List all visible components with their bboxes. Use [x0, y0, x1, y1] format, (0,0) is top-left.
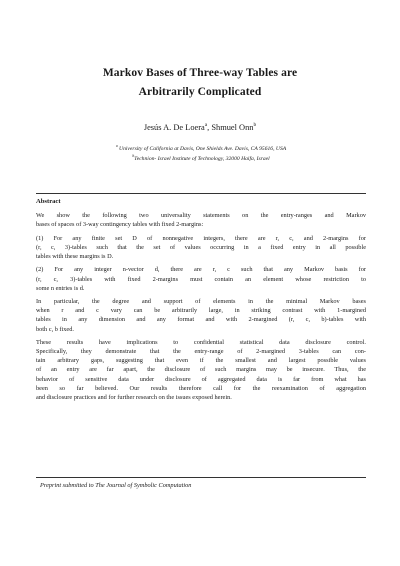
abstract-line: In particular, the degree and support of elements in the minimal Markov bases [36, 298, 366, 306]
abstract-line: of an entry are far apart, the disclosure of such margins may be insecure. Thus, the [36, 366, 366, 374]
abstract-paragraph [36, 211, 366, 229]
affiliation [36, 145, 366, 153]
abstract-line: and disclosure practices and for further research on the issues exposed herein. [36, 393, 232, 401]
abstract-line: both c, b fixed. [36, 325, 74, 333]
abstract-heading: Abstract [36, 198, 61, 205]
affiliation-mark: b [132, 154, 135, 159]
abstract-line: (2) For any integer n-vector d, there are r, c such that any Markov basis for [36, 266, 366, 274]
title-line: Arbitrarily Complicated [138, 86, 262, 98]
affiliation-text: Technion- Israel Institute of Technology, 32000 Haifa, Israel [134, 156, 270, 162]
abstract-line: tain arbitrary gaps, suggesting that even if the smallest and largest possible values [36, 357, 366, 365]
affiliation-mark: b [253, 122, 257, 129]
abstract-line: tables in any dimension and any format and with 2-margined (r, c, b)-tables with [36, 316, 366, 324]
abstract-line: behavior of sensitive data under disclosure of aggregated data is far from what has [36, 375, 366, 383]
abstract-line: Specifically, they demonstrate that the entry-range of 2-margined 3-tables can con- [36, 348, 366, 356]
abstract-line: some n entries is d. [36, 284, 85, 292]
affiliation-mark: a [115, 144, 118, 149]
abstract-line: bases of spaces of 3-way contingency tables with fixed 2-margins: [36, 221, 204, 229]
author-name: Jesús A. De Loera [143, 123, 205, 132]
abstract-line: been so far believed. Our results therefore call for the reexamination of aggregation [36, 384, 366, 392]
abstract-paragraph [36, 297, 366, 333]
abstract-paragraph [36, 234, 366, 261]
abstract-line: We show the following two universality statements on the entry-ranges and Markov [36, 212, 366, 219]
top-rule [36, 193, 366, 194]
preprint-note: Preprint submitted to The Journal of Symbolic Computation [40, 482, 192, 489]
bottom-rule [36, 477, 366, 478]
abstract-line: (r, c, 3)-tables such that the set of values occurring in a fixed entry in all possible [36, 243, 366, 251]
author-name: Shmuel Onn [211, 123, 254, 132]
affiliation-text: University of California at Davis, One Shields Ave. Davis, CA 95616, USA [119, 146, 287, 152]
author-separator: , [207, 123, 212, 132]
abstract-paragraph [36, 338, 366, 402]
affiliation-mark: a [204, 122, 208, 129]
title-line: Markov Bases of Three-way Tables are [102, 67, 298, 79]
paper-title [30, 64, 370, 102]
abstract-line: tables with these margins is D. [36, 252, 114, 260]
abstract-line: (r, c, 3)-tables with fixed 2-margins must contain an element whose restriction to [36, 275, 366, 283]
abstract-paragraph [36, 265, 366, 292]
abstract-line: when r and c vary can be arbitrarily large, in striking contrast with 1-margined [36, 307, 366, 315]
abstract-line: These results have implications to confidential statistical data disclosure control. [36, 339, 366, 347]
author-list [30, 122, 370, 133]
abstract-line: (1) For any finite set D of nonnegative integers, there are r, c, and 2-margins for [36, 234, 366, 242]
affiliation [36, 155, 366, 163]
abstract-body [36, 211, 366, 406]
